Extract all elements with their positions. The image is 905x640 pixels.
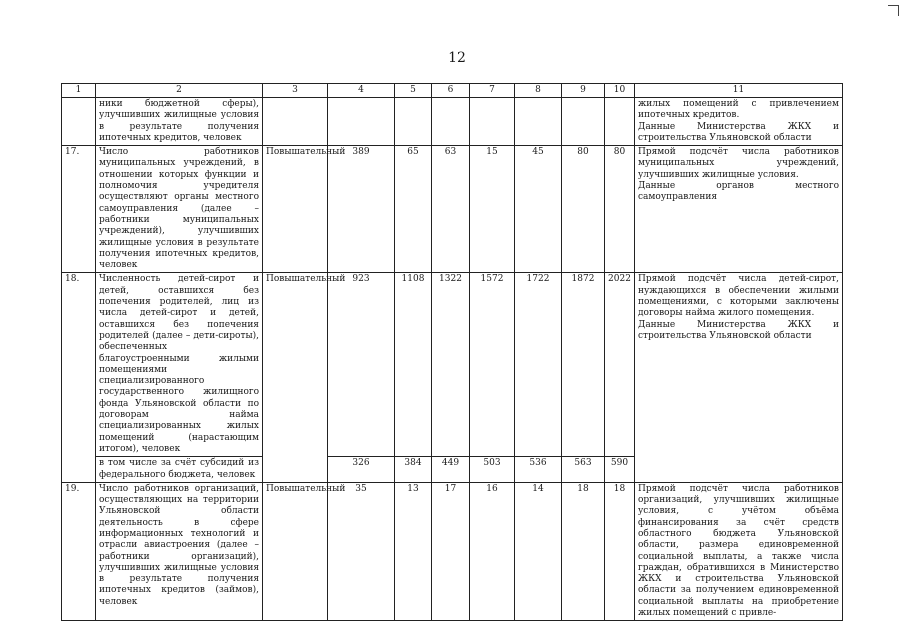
value-cell: 1572 bbox=[470, 273, 515, 457]
column-number: 8 bbox=[515, 84, 562, 98]
value-cell: 80 bbox=[605, 146, 635, 273]
table-row-19 bbox=[62, 482, 843, 621]
indicator-type-cell: Повышательный bbox=[263, 482, 328, 621]
column-number: 1 bbox=[62, 84, 96, 98]
value-cell: 326 bbox=[328, 457, 395, 483]
column-number: 2 bbox=[96, 84, 263, 98]
value-cell bbox=[515, 98, 562, 146]
indicator-name-cell: ники бюджетной сферы), улучшивших жилищные условия в результате получения ипотечных кредитов, человек bbox=[96, 98, 263, 146]
indicator-type-cell: Повышательный bbox=[263, 273, 328, 482]
value-cell: 1722 bbox=[515, 273, 562, 457]
table-row-continued bbox=[62, 98, 843, 146]
value-cell bbox=[395, 98, 432, 146]
table-row-17 bbox=[62, 146, 843, 273]
value-cell bbox=[605, 98, 635, 146]
row-index-cell: 19. bbox=[62, 482, 96, 621]
column-number: 7 bbox=[470, 84, 515, 98]
method-source-cell: Прямой подсчёт числа детей-сирот, нуждающихся в обеспечении жилыми помещениями, с которыми заключены договоры найма жилого помещения. Данные Министерства ЖКХ и строительства Ульяновской области bbox=[635, 273, 843, 482]
row-index-cell: 17. bbox=[62, 146, 96, 273]
value-cell: 563 bbox=[562, 457, 605, 483]
indicator-subname-cell: в том числе за счёт субсидий из федерального бюджета, человек bbox=[96, 457, 263, 483]
value-cell: 63 bbox=[432, 146, 470, 273]
column-number: 3 bbox=[263, 84, 328, 98]
column-number: 4 bbox=[328, 84, 395, 98]
page-number: 12 bbox=[448, 50, 466, 66]
row-index-cell bbox=[62, 98, 96, 146]
row-index-cell: 18. bbox=[62, 273, 96, 482]
value-cell bbox=[562, 98, 605, 146]
indicator-name-cell: Численность детей-сирот и детей, оставшихся без попечения родителей, лиц из числа детей-сирот и детей, оставшихся без попечения родителей (далее – дети-сироты), обеспеченных благоустроенными жилыми помещениями специализированного государственного жилищного фонда Ульяновской области по договорам найма специализированных жилых помещений (нарастающим итогом), человек bbox=[96, 273, 263, 457]
value-cell: 384 bbox=[395, 457, 432, 483]
value-cell: 590 bbox=[605, 457, 635, 483]
value-cell bbox=[328, 98, 395, 146]
value-cell: 923 bbox=[328, 273, 395, 457]
value-cell: 13 bbox=[395, 482, 432, 621]
indicator-type-cell bbox=[263, 98, 328, 146]
value-cell: 16 bbox=[470, 482, 515, 621]
value-cell: 1322 bbox=[432, 273, 470, 457]
value-cell: 15 bbox=[470, 146, 515, 273]
indicator-type-cell: Повышательный bbox=[263, 146, 328, 273]
value-cell bbox=[470, 98, 515, 146]
value-cell: 17 bbox=[432, 482, 470, 621]
indicator-name-cell: Число работников муниципальных учреждений, в отношении которых функции и полномочия учредителя осуществляют органы местного самоуправления (далее – работники муниципальных учреждений), улучшивших жилищные условия в результате получения ипотечных кредитов, человек bbox=[96, 146, 263, 273]
value-cell: 45 bbox=[515, 146, 562, 273]
value-cell: 14 bbox=[515, 482, 562, 621]
method-source-cell: Прямой подсчёт числа работников организаций, улучшивших жилищные условия, с учётом объёма финансирования за счёт средств областного бюджета Ульяновской области, размера единовременной социальной выплаты, а также числа граждан, обратившихся в Министерство ЖКХ и строительства Ульяновской области за получением единовременной социальной выплаты на приобретение жилых помещений с привле- bbox=[635, 482, 843, 621]
value-cell: 503 bbox=[470, 457, 515, 483]
value-cell bbox=[432, 98, 470, 146]
column-number: 6 bbox=[432, 84, 470, 98]
value-cell: 2022 bbox=[605, 273, 635, 457]
column-number: 10 bbox=[605, 84, 635, 98]
indicator-name-cell: Число работников организаций, осуществляющих на территории Ульяновской области деятельность в сфере информационных технологий и отрасли авиастроения (далее – работники организаций), улучшивших жилищные условия в результате получения ипотечных кредитов (займов), человек bbox=[96, 482, 263, 621]
column-number-row bbox=[62, 84, 843, 98]
column-number: 11 bbox=[635, 84, 843, 98]
value-cell: 18 bbox=[605, 482, 635, 621]
indicators-table bbox=[61, 83, 843, 621]
value-cell: 35 bbox=[328, 482, 395, 621]
value-cell: 536 bbox=[515, 457, 562, 483]
column-number: 9 bbox=[562, 84, 605, 98]
value-cell: 1108 bbox=[395, 273, 432, 457]
value-cell: 449 bbox=[432, 457, 470, 483]
value-cell: 389 bbox=[328, 146, 395, 273]
value-cell: 80 bbox=[562, 146, 605, 273]
column-number: 5 bbox=[395, 84, 432, 98]
value-cell: 65 bbox=[395, 146, 432, 273]
method-source-cell: Прямой подсчёт числа работников муниципальных учреждений, улучшивших жилищные условия. Данные органов местного самоуправления bbox=[635, 146, 843, 273]
method-source-cell: жилых помещений с привлечением ипотечных кредитов. Данные Министерства ЖКХ и строительства Ульяновской области bbox=[635, 98, 843, 146]
value-cell: 18 bbox=[562, 482, 605, 621]
value-cell: 1872 bbox=[562, 273, 605, 457]
table-row-18 bbox=[62, 273, 843, 457]
scan-corner-mark bbox=[888, 5, 899, 16]
